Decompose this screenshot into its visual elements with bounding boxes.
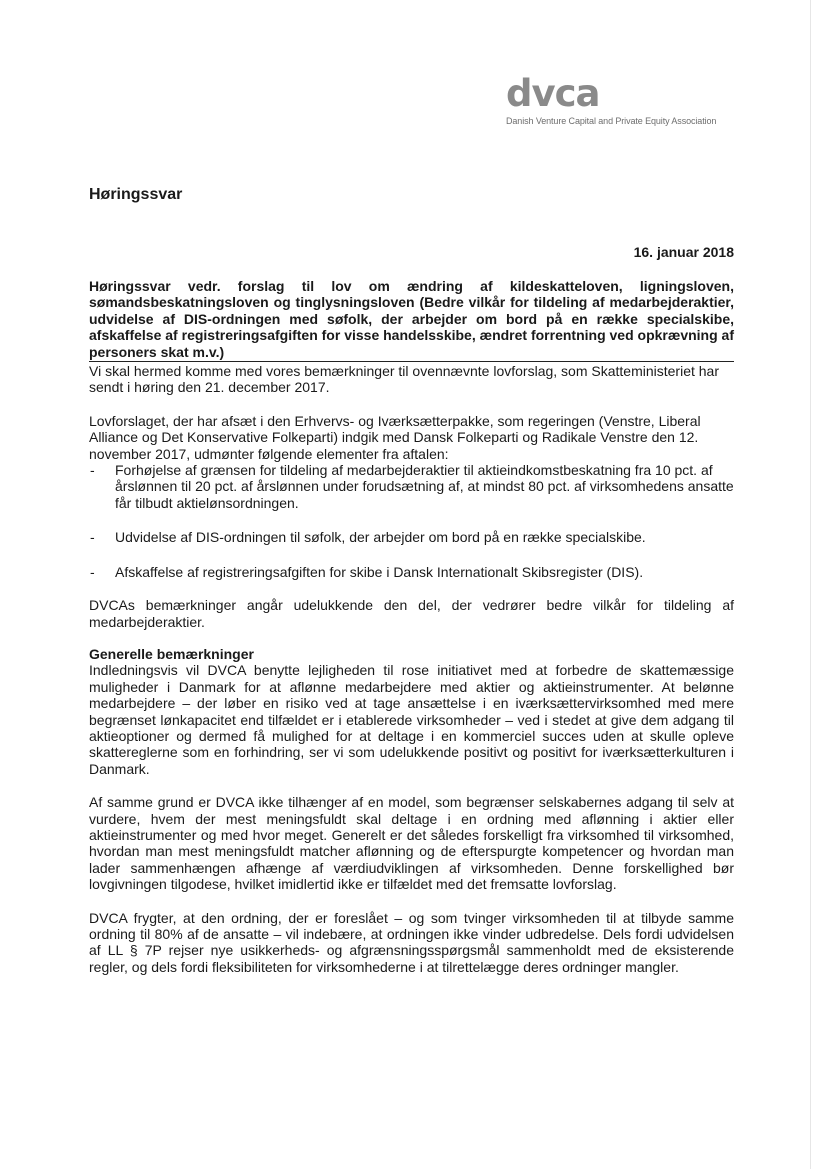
- bullet-marker: -: [90, 462, 95, 479]
- list-item-text: Forhøjelse af grænsen for tildeling af medarbejderaktier til aktieindkomstbeskatning fra 10 pct. af årslønnen til 20 pct. af årslønnen under forudsætning af, at mindst 80 pct. af virksomhedens ansatte får tilbudt aktielønsordningen.: [115, 462, 734, 511]
- document-date: 16. januar 2018: [633, 244, 734, 260]
- document-title: Høringssvar: [89, 186, 183, 203]
- background-paragraph: Lovforslaget, der har afsæt i den Erhvervs- og Iværksætterpakke, som regeringen (Venstre, Liberal Alliance og Det Konservative Folkeparti) indgik med Dansk Folkeparti og Radikale Venstre den 12. november 2017, udmønter følgende elementer fra aftalen:: [89, 412, 701, 462]
- list-item: [89, 564, 734, 580]
- list-item-text: Afskaffelse af registreringsafgiften for skibe i Dansk Internationalt Skibsregister (DIS).: [115, 563, 644, 580]
- body-paragraph: Indledningsvis vil DVCA benytte lejligheden til rose initiativet med at forbedre de skattemæssige muligheder i Danmark for at aflønne medarbejdere med aktier og aktieinstrumenter. At belønne medarbejdere – der løber en risiko ved at tage ansættelse i en iværksættervirksomhed med mere begrænset lønkapacitet end tilfældet er i etablerede virksomheder – ved i stedet at give dem adgang til aktieoptioner og dermed få mulighed for at deltage i en kommerciel succes uden at skulle opleve skattereglerne som en forhindring, ser vi som udelukkende positivt og positivt for iværksætterkulturen i Danmark.: [89, 662, 734, 777]
- list-item: [89, 462, 734, 511]
- body-paragraph: Af samme grund er DVCA ikke tilhænger af en model, som begrænser selskabernes adgang til selv at vurdere, hvem der mest meningsfuldt skal deltage i en ordning med aflønning i aktier eller aktieinstrumenter og med hvor meget. Generelt er det således forskelligt fra virksomhed til virksomhed, hvordan man mest meningsfuldt matcher aflønning og de efterspurgte kompetencer og hvordan man lader sammenhængen afhænge af værdiudviklingen af virksomheden. Denne forskellighed bør lovgivningen tilgodese, hvilket imidlertid ikke er tilfældet med det fremsatte lovforslag.: [89, 794, 734, 893]
- section-heading: Generelle bemærkninger: [89, 645, 254, 662]
- bullet-marker: -: [90, 529, 95, 546]
- intro-paragraph: Vi skal hermed komme med vores bemærkninger til ovennævnte lovforslag, som Skatteministeriet har sendt i høring den 21. december 2017.: [89, 363, 719, 396]
- scan-edge: [810, 0, 811, 1169]
- list-item: [89, 529, 734, 545]
- logo-wordmark: dvca: [506, 72, 600, 115]
- logo-tagline: Danish Venture Capital and Private Equity Association: [506, 116, 717, 126]
- document-body: [89, 278, 734, 975]
- list-item-text: Udvidelse af DIS-ordningen til søfolk, der arbejder om bord på en række specialskibe.: [115, 529, 646, 546]
- dvca-logo: [506, 74, 746, 126]
- elements-list: [89, 462, 734, 580]
- subject-line: Høringssvar vedr. forslag til lov om ændring af kildeskatteloven, ligningsloven, sømandsbeskatningsloven og tinglysningsloven (Bedre vilkår for tildeling af medarbejderaktier, udvidelse af DIS-ordningen med søfolk, der arbejder om bord på en række specialskibe, afskaffelse af registreringsafgiften for visse handelsskibe, ændret forrentning ved opkrævning af personers skat m.v.): [89, 278, 734, 362]
- scope-paragraph: DVCAs bemærkninger angår udelukkende den del, der vedrører bedre vilkår for tildeling af medarbejderaktier.: [89, 597, 734, 630]
- bullet-marker: -: [90, 563, 95, 580]
- body-paragraph: DVCA frygter, at den ordning, der er foreslået – og som tvinger virksomheden til at tilbyde samme ordning til 80% af de ansatte – vil indebære, at ordningen ikke vinder udbredelse. Dels fordi udvidelsen af LL § 7P rejser nye usikkerheds- og afgrænsningsspørgsmål sammenholdt med de eksisterende regler, og dels fordi fleksibiliteten for virksomhederne i at tilrettelægge deres ordninger mangler.: [89, 909, 734, 975]
